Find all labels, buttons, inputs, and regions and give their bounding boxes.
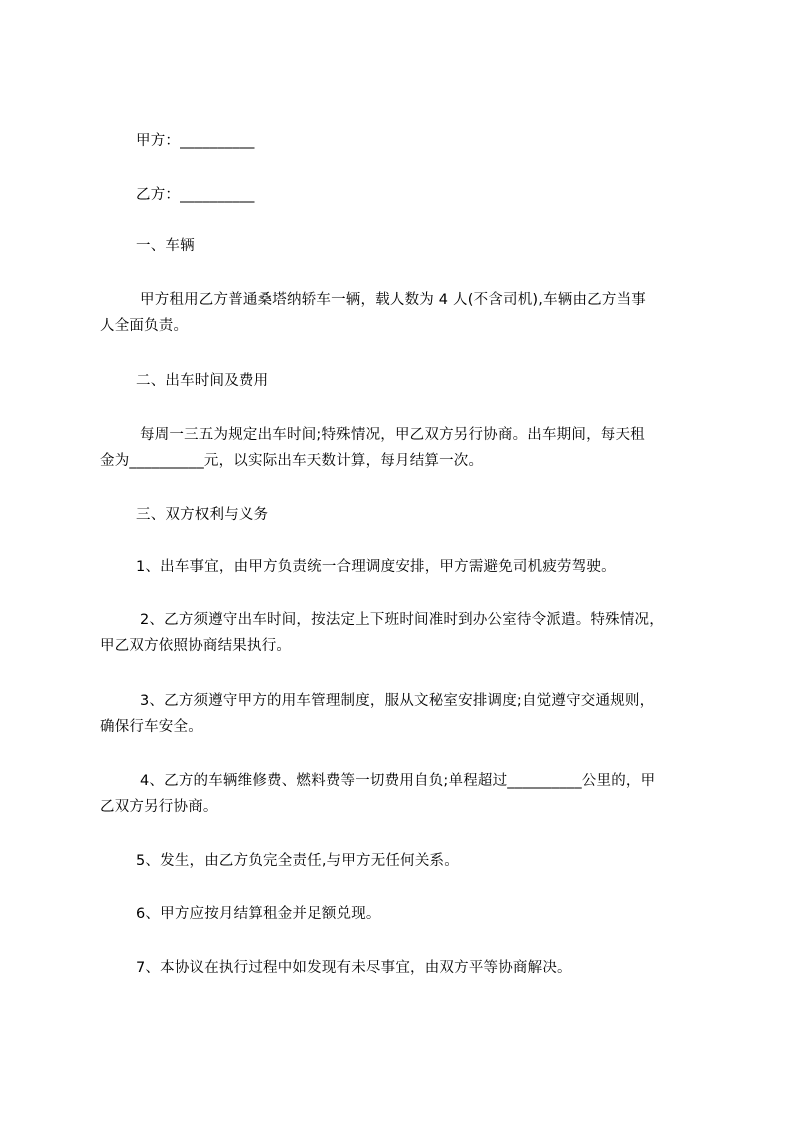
item-4-line1: 4、乙方的车辆维修费、燃料费等一切费用自负;单程超过__________公里的，甲 [140,773,656,789]
section2-title: 二、出车时间及费用 [136,373,269,389]
section2-body-line1: 每周一三五为规定出车时间;特殊情况，甲乙双方另行协商。出车期间，每天租 [140,427,645,443]
item-4-line2: 乙双方另行协商。 [100,799,218,815]
item-3-line2: 确保行车安全。 [100,719,203,735]
section1-body-line1: 甲方租用乙方普通桑塔纳轿车一辆，载人数为 4 人(不含司机),车辆由乙方当事 [140,292,646,308]
section1-body-line2: 人全面负责。 [100,318,189,334]
item-1: 1、出车事宜，由甲方负责统一合理调度安排，甲方需避免司机疲劳驾驶。 [136,559,616,575]
section1-title: 一、车辆 [136,238,195,254]
item-7: 7、本协议在执行过程中如发现有未尽事宜，由双方平等协商解决。 [136,960,572,976]
item-2-line1: 2、乙方须遵守出车时间，按法定上下班时间准时到办公室待令派遣。特殊情况， [140,612,664,628]
item-5: 5、发生，由乙方负完全责任,与甲方无任何关系。 [136,853,459,869]
section3-title: 三、双方权利与义务 [136,507,269,523]
item-3-line1: 3、乙方须遵守甲方的用车管理制度，服从文秘室安排调度;自觉遵守交通规则， [140,693,655,709]
party-b-line: 乙方：__________ [136,187,255,203]
item-2-line2: 甲乙双方依照协商结果执行。 [100,638,292,654]
section2-body-line2: 金为__________元，以实际出车天数计算，每月结算一次。 [100,453,484,469]
item-6: 6、甲方应按月结算租金并足额兑现。 [136,906,381,922]
party-a-line: 甲方：__________ [136,133,255,149]
